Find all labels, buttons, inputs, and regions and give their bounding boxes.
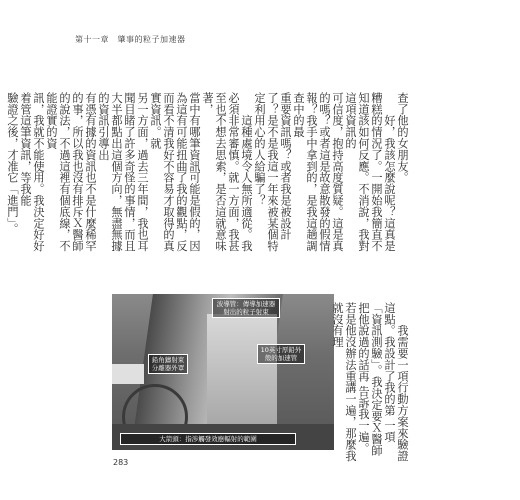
body-text-upper (6, 92, 409, 262)
paragraph-line: 另一方面，過去三年間，我也耳聞目睹了許多奇怪的事情，而且大半都點出這個方向，無盡無據的資訊引導出 (97, 92, 149, 252)
photo-caption-beam-separator: 鉛角鑄射束分離器外罩 (148, 354, 188, 374)
photo-accelerator-housing (207, 314, 277, 424)
photo-caption-accelerator-tube: 10英寸厚鉛外殼的加速管 (257, 344, 305, 364)
paragraph-line: 驗證之後，才准它「進門」。 (6, 92, 19, 235)
paragraph-line: 我需要一項行動方案來驗證這點。我設計了我的第 (383, 302, 409, 462)
running-header: 第十一章 肇事的粒子加速器 (75, 35, 186, 44)
paragraph-line: 有憑有據的資訊也不是什麼稀罕的事，所以我也沒有排斥Ｘ醫師的說法，不過這裡有個底線，不能證實的資 (45, 92, 97, 252)
paragraph-line: 好，我該怎麼說呢？這真是糟糕的情況了。一開始我簡直不知道該如何反應。不消說，我對這項資訊的 (344, 92, 396, 252)
photo-caption-waveguide: 波導管：傳導加速器射出的粒子射束 (212, 298, 280, 318)
page-number: 283 (113, 458, 129, 467)
paragraph-line: 查了他的女朋友。 (396, 92, 409, 184)
paragraph-line: 可信度，抱持高度質疑。這是真的嗎？或者這是故意散發的假情報？我手中拿到的，是我這趟調查中的最 (292, 92, 344, 252)
paragraph-line: 一項「資訊測驗」。我決定要Ｘ醫師把他說過的話再 (357, 302, 396, 456)
paragraph-line: 這種處境令人無所適從。我必須非常審慎。就一方面，我甚至也不想去思索，是否這就意味著， (201, 92, 253, 252)
paragraph-line: 訊，我就不能使用。我決定好好着管這筆資訊，等我能 (19, 92, 45, 252)
body-text-lower (331, 302, 409, 462)
paragraph-line: 重要資訊嗎？或者我是被設計了？是不是我這一年來被某個特定利用心的人給騙了？ (253, 92, 292, 252)
photo-lamp (112, 364, 144, 384)
paragraph-line: 當中有哪筆資訊可能是假的，因為這有可能扭曲了我的觀點，反而看不清我好不容易才取得的真實資訊。就 (149, 92, 201, 252)
photo-caption-arrow: 大箭頭：指涉觸發效應輻射的範圍 (120, 433, 296, 445)
paragraph-line: 告訴我一遍。若是他沒辦法重講一遍，那麼我就沒有理 (331, 302, 370, 462)
accelerator-photo (112, 294, 334, 450)
